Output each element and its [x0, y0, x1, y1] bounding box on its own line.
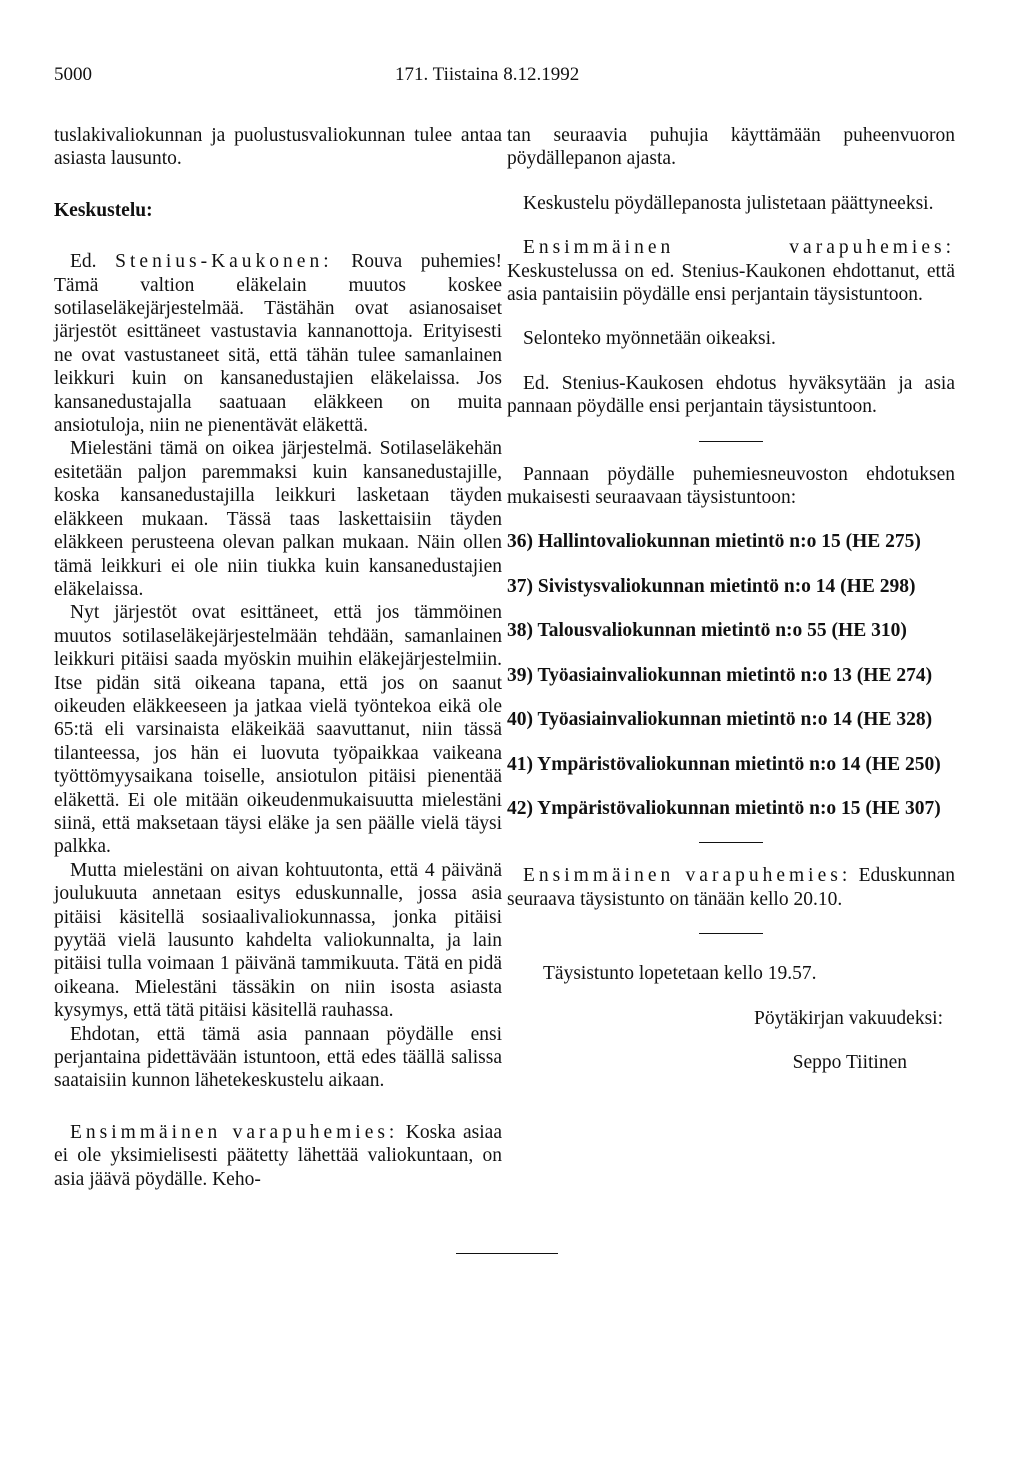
speech-text: Eduskunnan seuraava täysistunto on tänään kello 20.10.: [507, 865, 955, 910]
divider: [699, 842, 763, 843]
speech-paragraph: [54, 1121, 502, 1191]
paragraph: Pannaan pöydälle puhemiesneuvoston ehdotuksen mukaisesti seuraavaan täysistuntoon:: [507, 463, 955, 509]
speech-paragraph: [54, 250, 502, 437]
agenda-item: 40) Työasiainvaliokunnan mietintö n:o 14 (HE 328): [507, 709, 933, 731]
page-number: 5000: [54, 64, 92, 85]
paragraph: tuslakivaliokunnan ja puolustusvaliokunnan tulee antaa asiasta lausunto.: [54, 125, 502, 170]
paragraph: Selonteko myönnetään oikeaksi.: [523, 328, 776, 350]
section-heading: Keskustelu:: [54, 199, 153, 221]
paragraph: Mielestäni tämä on oikea järjestelmä. Sotilaseläkehän esitetään paljon paremmaksi kuin kansanedustajille, koska kansanedustajilla leikkuri lasketaan täyden eläkkeen mukaan. Tässä taas laskettaisiin täyden eläkkeen perusteena olevan palkan mukaan. Näin ollen tämä leikkuri ei ole niin tiukka kuin kansanedustajien eläkelaissa.: [54, 438, 502, 600]
signature-name: Seppo Tiitinen: [792, 1051, 907, 1073]
speech-text: Koska asiaa ei ole yksimielisesti päätetty lähettää valiokuntaan, on asia jäävä pöydälle. Keho-: [54, 1121, 502, 1190]
speaker-name: Ensimmäinen varapuhemies:: [523, 237, 955, 259]
paragraph: Täysistunto lopetetaan kello 19.57.: [543, 963, 817, 985]
speaker-prefix: Ed.: [70, 251, 116, 273]
speaker-name: Ensimmäinen varapuhemies:: [523, 865, 852, 887]
divider: [699, 441, 763, 442]
speaker-name: Stenius-Kaukonen:: [115, 251, 333, 273]
speech-paragraph: [507, 864, 955, 911]
right-column: [507, 124, 955, 1074]
attestation-label: Pöytäkirjan vakuudeksi:: [753, 1007, 943, 1029]
divider: [699, 933, 763, 934]
paragraph: Ed. Stenius-Kaukosen ehdotus hyväksytään ja asia pannaan pöydälle ensi perjantain täysistuntoon.: [507, 372, 955, 418]
agenda-list: [507, 530, 955, 820]
paragraph: tan seuraavia puhujia käyttämään puheenvuoron pöydällepanon ajasta.: [507, 125, 955, 170]
paragraph: Mutta mielestäni on aivan kohtuutonta, että 4 päivänä joulukuuta annetaan esitys eduskunnalle, jossa asia pitäisi käsitellä sosiaalivaliokunnassa, jonka pitäisi pyytää vielä lausunto kahdelta valiokunnalta, ja lain pitäisi tulla voimaan 1 päivänä tammikuuta. Tätä en pidä oikeana. Mielestäni tässäkin on niin isosta asiasta kysymys, että tätä pitäisi käsitellä rauhassa.: [54, 859, 502, 1022]
speech-text: Rouva puhemies! Tämä valtion eläkelain muutos koskee sotilaseläkejärjestelmää. Tästähän ovat asianosaiset järjestöt esittäneet vastustavia kannanottoja. Erityisesti ne ovat vastustaneet sitä, että tähän tulee samanlainen leikkuri kuin on kansanedustajien eläkelaissa. Jos kansanedustajalla saatuaan eläkkeen on muita ansiotuloja, niin ne pienentävät eläkettä.: [54, 251, 502, 437]
speech-text: Keskustelussa on ed. Stenius-Kaukonen ehdottanut, että asia pantaisiin pöydälle ensi perjantain täysistuntoon.: [507, 260, 955, 306]
agenda-item: 37) Sivistysvaliokunnan mietintö n:o 14 (HE 298): [507, 575, 916, 597]
agenda-item: 42) Ympäristövaliokunnan mietintö n:o 15 (HE 307): [507, 797, 941, 819]
paragraph: Keskustelu pöydällepanosta julistetaan päättyneeksi.: [523, 192, 934, 214]
paragraph: Ehdotan, että tämä asia pannaan pöydälle ensi perjantaina pidettävään istuntoon, että edes täällä salissa saataisiin kunnon lähetekeskustelu aikaan.: [54, 1023, 502, 1092]
agenda-item: 38) Talousvaliokunnan mietintö n:o 55 (HE 310): [507, 620, 907, 642]
paragraph: Nyt järjestöt ovat esittäneet, että jos tämmöinen muutos sotilaseläkejärjestelmään tehdään, samanlainen leikkuri pitäisi saada myöskin muihin eläkejärjestelmiin. Itse pidän sitä oikeana tapana, että jos on saanut oikeuden eläkkeeseen ja jatkaa vielä työntekoa eikä ole 65:tä eli varsinaista eläkeikää saavuttanut, niin tässä tilanteessa, jos hän ei luovuta työpaikkaa vaikeana työttömyysaikana toiselle, ansiotulon pitäisi pienentää eläkettä. Ei ole mitään oikeudenmukaisuutta mielestäni siinä, että maksetaan täysi eläke ja sen päälle vielä täysi palkka.: [54, 602, 502, 858]
speech-paragraph: [507, 236, 955, 306]
agenda-item: 39) Työasiainvaliokunnan mietintö n:o 13 (HE 274): [507, 664, 933, 686]
agenda-item: 41) Ympäristövaliokunnan mietintö n:o 14 (HE 250): [507, 753, 941, 775]
speaker-name: Ensimmäinen varapuhemies:: [70, 1121, 399, 1143]
running-header: 171. Tiistaina 8.12.1992: [395, 64, 580, 85]
end-rule: [456, 1253, 558, 1254]
agenda-item: 36) Hallintovaliokunnan mietintö n:o 15 (HE 275): [507, 531, 921, 553]
left-column: [54, 124, 502, 1191]
